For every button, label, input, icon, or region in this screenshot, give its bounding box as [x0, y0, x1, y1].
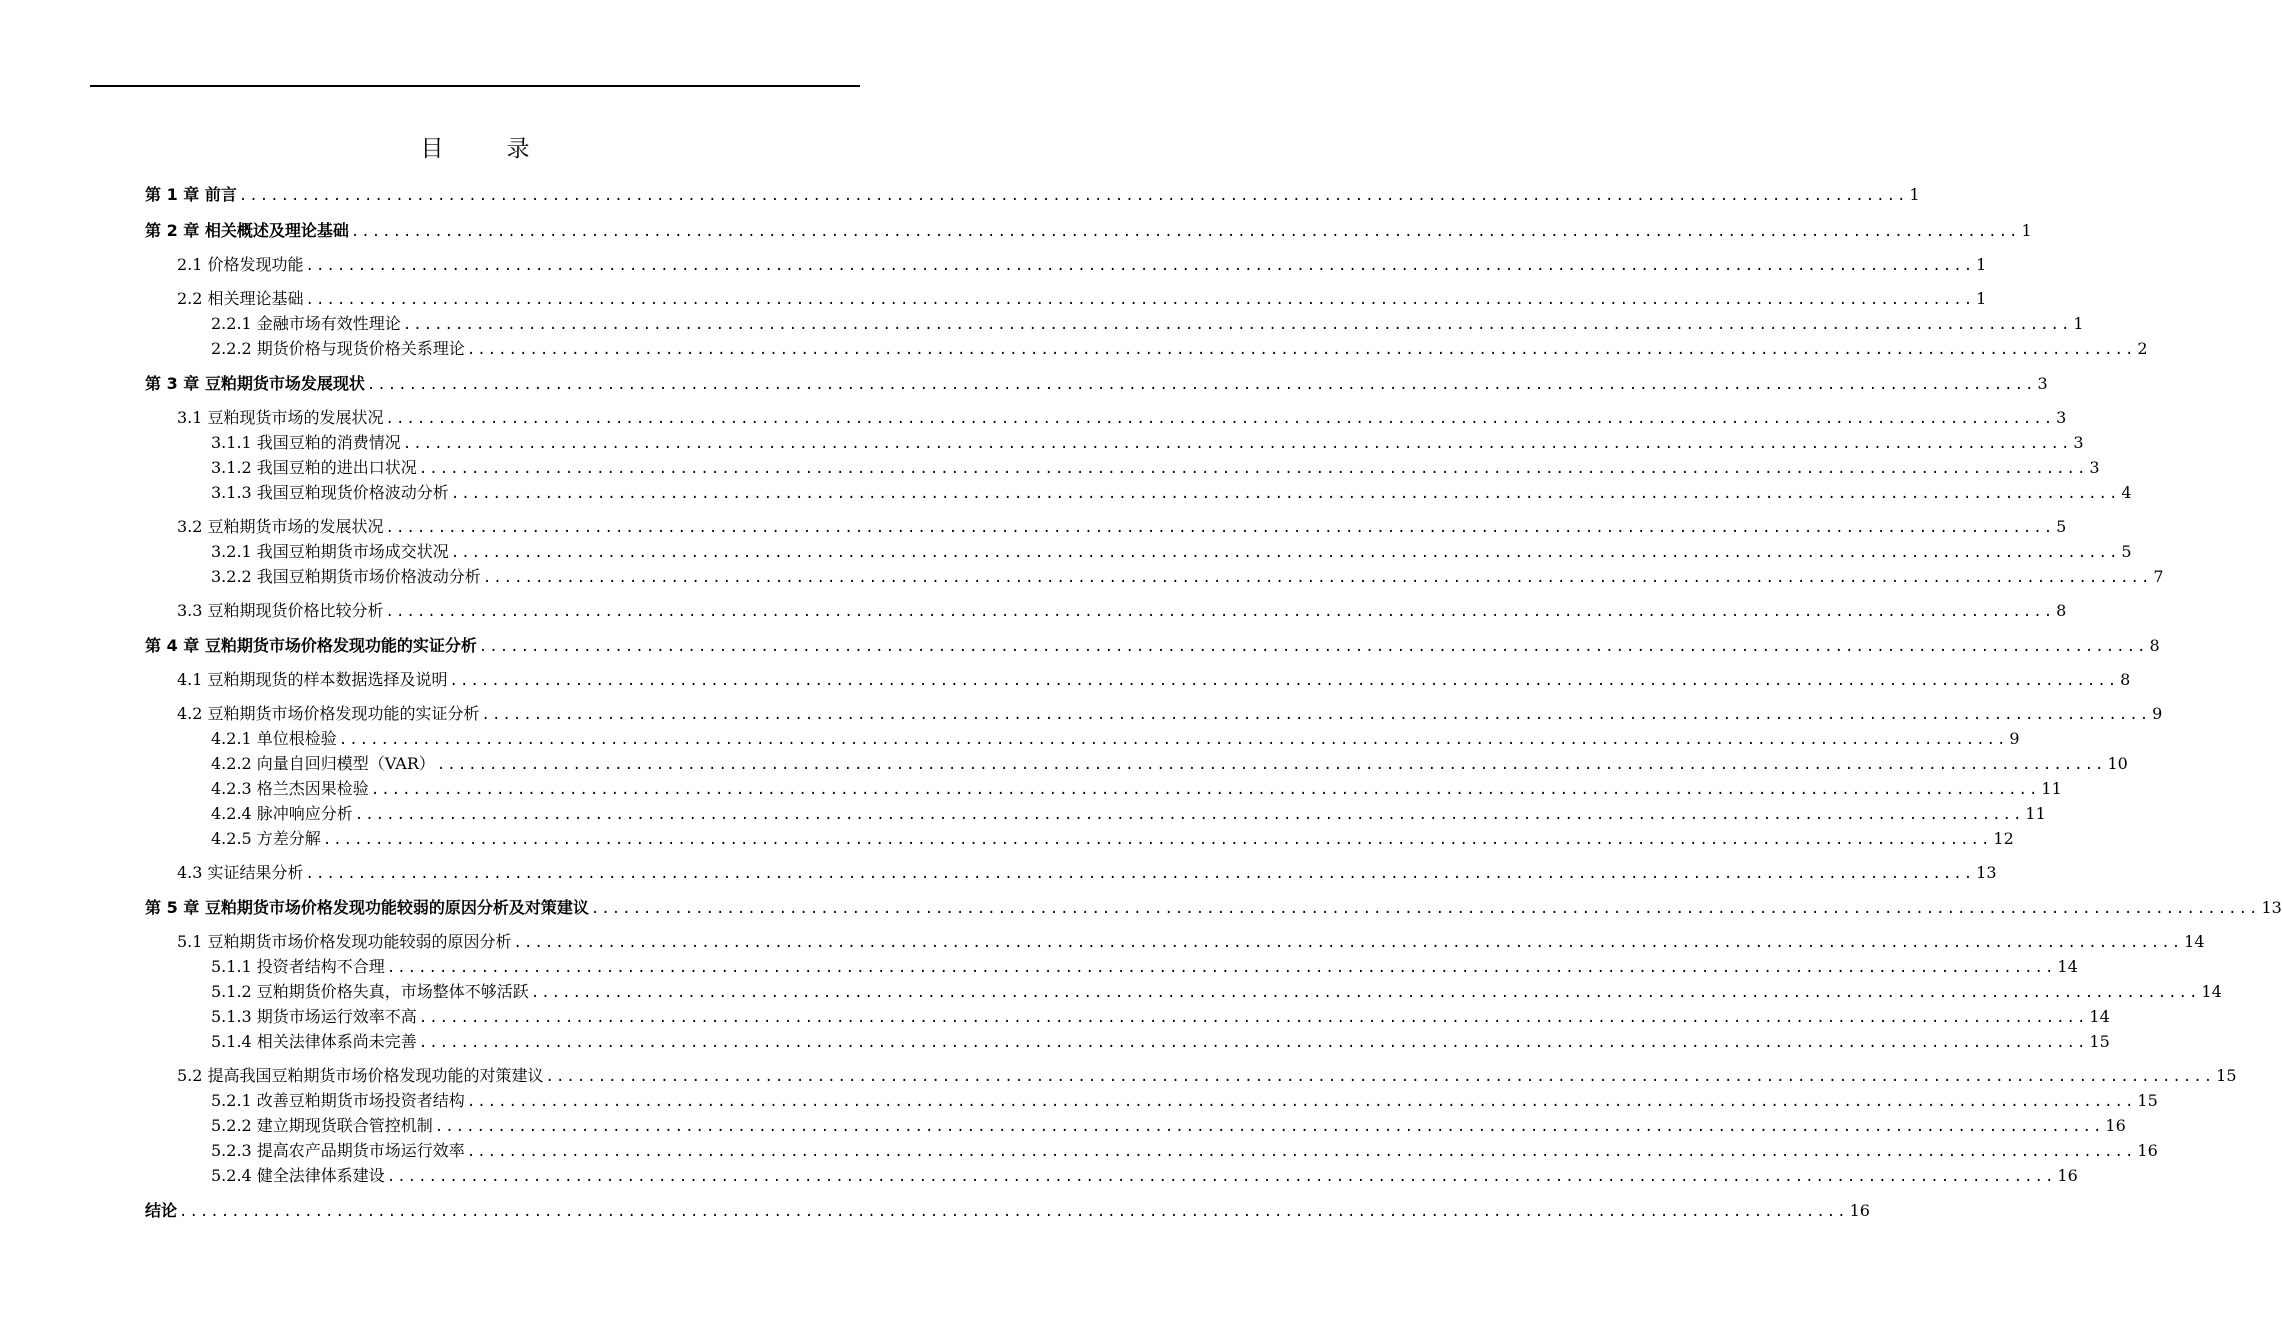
- toc-entry-subsection[interactable]: [211, 802, 2046, 826]
- toc-page-number: 8: [2120, 670, 2131, 689]
- toc-page-number: 3: [2037, 374, 2048, 393]
- toc-entry-section[interactable]: [177, 702, 2162, 726]
- toc-page-number: 7: [2153, 567, 2164, 586]
- toc-page-number: 1: [1909, 185, 1920, 204]
- toc-entry-label: 第 3 章 豆粕期货市场发展现状: [145, 374, 365, 393]
- toc-entry-subsection[interactable]: [211, 540, 2132, 564]
- toc-page-number: 16: [2057, 1166, 2078, 1185]
- toc-leader: [419, 457, 2088, 481]
- toc-entry-label: 4.1 豆粕期现货的样本数据选择及说明: [177, 670, 448, 689]
- toc-entry-subsection[interactable]: [211, 752, 2128, 776]
- toc-entry-section[interactable]: [177, 1064, 2237, 1088]
- toc-leader: [403, 313, 2072, 337]
- toc-leader: [306, 288, 1975, 312]
- toc-leader: [387, 956, 2056, 980]
- toc-leader: [367, 373, 2036, 397]
- toc-entry-chapter-1[interactable]: [145, 183, 1920, 207]
- toc-leader: [179, 1200, 1848, 1224]
- toc-entry-label: 5.1.2 豆粕期货价格失真，市场整体不够活跃: [211, 982, 529, 1001]
- toc-page-number: 16: [1849, 1201, 1870, 1220]
- toc-page-number: 3: [2089, 458, 2100, 477]
- toc-page-number: 14: [2057, 957, 2078, 976]
- toc-entry-label: 5.2.3 提高农产品期货市场运行效率: [211, 1141, 465, 1160]
- toc-page-number: 10: [2107, 754, 2128, 773]
- toc-page-number: 2: [2137, 339, 2148, 358]
- toc-entry-label: 3.2 豆粕期货市场的发展状况: [177, 517, 384, 536]
- toc-leader: [451, 541, 2120, 565]
- toc-page-number: 15: [2216, 1066, 2237, 1085]
- toc-entry-label: 4.2.5 方差分解: [211, 829, 321, 848]
- toc-page-number: 5: [2056, 517, 2067, 536]
- toc-entry-label: 5.1 豆粕期货市场价格发现功能较弱的原因分析: [177, 932, 512, 951]
- toc-entry-section[interactable]: [177, 515, 2066, 539]
- toc-entry-label: 2.2.1 金融市场有效性理论: [211, 314, 401, 333]
- toc-entry-label: 3.2.2 我国豆粕期货市场价格波动分析: [211, 567, 481, 586]
- toc-entry-label: 5.2.2 建立期现货联合管控机制: [211, 1116, 433, 1135]
- toc-entry-label: 2.1 价格发现功能: [177, 255, 304, 274]
- toc-page-number: 1: [2073, 314, 2084, 333]
- toc-entry-label: 3.1.3 我国豆粕现货价格波动分析: [211, 483, 449, 502]
- toc-leader: [467, 1140, 2136, 1164]
- toc-page-number: 14: [2184, 932, 2205, 951]
- toc-entry-label: 第 1 章 前言: [145, 185, 237, 204]
- toc-leader: [403, 432, 2072, 456]
- toc-entry-label: 5.1.1 投资者结构不合理: [211, 957, 385, 976]
- toc-leader: [435, 1115, 2104, 1139]
- toc-entry-section[interactable]: [177, 287, 1986, 311]
- toc-leader: [451, 482, 2120, 506]
- toc-entry-subsection[interactable]: [211, 727, 2020, 751]
- toc-entry-subsection[interactable]: [211, 565, 2164, 589]
- toc-page-number: 1: [1976, 289, 1987, 308]
- toc-leader: [386, 600, 2055, 624]
- toc-leader: [467, 338, 2136, 362]
- toc-entry-label: 3.1 豆粕现货市场的发展状况: [177, 408, 384, 427]
- toc-title: 目 录: [420, 136, 550, 162]
- toc-entry-label: 5.2 提高我国豆粕期货市场价格发现功能的对策建议: [177, 1066, 544, 1085]
- toc-leader: [419, 1006, 2088, 1030]
- toc-entry-label: 5.1.3 期货市场运行效率不高: [211, 1007, 417, 1026]
- toc-entry-label: 5.2.4 健全法律体系建设: [211, 1166, 385, 1185]
- toc-page-number: 13: [2261, 898, 2282, 917]
- toc-entry-label: 2.2 相关理论基础: [177, 289, 304, 308]
- toc-page-number: 11: [2025, 804, 2046, 823]
- toc-leader: [306, 862, 1975, 886]
- toc-entry-label: 2.2.2 期货价格与现货价格关系理论: [211, 339, 465, 358]
- toc-leader: [386, 516, 2055, 540]
- toc-entry-label: 4.2.2 向量自回归模型（VAR）: [211, 754, 435, 773]
- toc-entry-chapter-5[interactable]: [145, 896, 2282, 920]
- toc-leader: [387, 1165, 2056, 1189]
- toc-page-number: 8: [2056, 601, 2067, 620]
- toc-leader: [306, 254, 1975, 278]
- toc-entry-chapter-3[interactable]: [145, 372, 2048, 396]
- toc-page-number: 3: [2073, 433, 2084, 452]
- toc-entry-label: 5.1.4 相关法律体系尚未完善: [211, 1032, 417, 1051]
- toc-page-number: 15: [2089, 1032, 2110, 1051]
- toc-leader: [467, 1090, 2136, 1114]
- toc-entry-subsection[interactable]: [211, 456, 2100, 480]
- toc-leader: [531, 981, 2200, 1005]
- toc-entry-subsection[interactable]: [211, 1114, 2126, 1138]
- toc-entry-section[interactable]: [177, 668, 2130, 692]
- toc-entry-section[interactable]: [177, 253, 1986, 277]
- toc-entry-label: 4.2.3 格兰杰因果检验: [211, 779, 369, 798]
- toc-entry-subsection[interactable]: [211, 431, 2084, 455]
- toc-leader: [419, 1031, 2088, 1055]
- toc-page-number: 13: [1976, 863, 1997, 882]
- toc-entry-chapter-4[interactable]: [145, 634, 2160, 658]
- toc-page-number: 1: [1976, 255, 1987, 274]
- toc-page-number: 9: [2152, 704, 2163, 723]
- toc-entry-subsection[interactable]: [211, 337, 2148, 361]
- toc-entry-subsection[interactable]: [211, 1089, 2158, 1113]
- toc-leader: [514, 931, 2183, 955]
- toc-leader: [351, 220, 2020, 244]
- toc-page-number: 1: [2021, 221, 2032, 240]
- toc-entry-label: 3.1.1 我国豆粕的消费情况: [211, 433, 401, 452]
- toc-entry-label: 3.1.2 我国豆粕的进出口状况: [211, 458, 417, 477]
- toc-entry-section[interactable]: [177, 599, 2066, 623]
- toc-leader: [591, 897, 2260, 921]
- toc-leader: [437, 753, 2106, 777]
- toc-entry-subsection[interactable]: [211, 777, 2062, 801]
- toc-entry-label: 4.2.4 脉冲响应分析: [211, 804, 353, 823]
- toc-entry-label: 第 4 章 豆粕期货市场价格发现功能的实证分析: [145, 636, 477, 655]
- toc-leader: [323, 828, 1992, 852]
- toc-page-number: 3: [2056, 408, 2067, 427]
- toc-entry-section[interactable]: [177, 930, 2205, 954]
- toc-page-number: 15: [2137, 1091, 2158, 1110]
- toc-entry-subsection[interactable]: [211, 1139, 2158, 1163]
- toc-leader: [450, 669, 2119, 693]
- toc-entry-subsection[interactable]: [211, 481, 2132, 505]
- toc-leader: [386, 407, 2055, 431]
- toc-page-number: 14: [2201, 982, 2222, 1001]
- toc-entry-subsection[interactable]: [211, 827, 2014, 851]
- toc-entry-label: 第 5 章 豆粕期货市场价格发现功能较弱的原因分析及对策建议: [145, 898, 589, 917]
- toc-entry-label: 4.2.1 单位根检验: [211, 729, 337, 748]
- toc-entry-label: 结论: [145, 1201, 178, 1220]
- toc-page-number: 12: [1993, 829, 2014, 848]
- toc-page-number: 16: [2105, 1116, 2126, 1135]
- toc-page-number: 4: [2121, 483, 2132, 502]
- toc-entry-subsection[interactable]: [211, 980, 2222, 1004]
- toc-entry-label: 4.2 豆粕期货市场价格发现功能的实证分析: [177, 704, 480, 723]
- toc-page-number: 9: [2009, 729, 2020, 748]
- toc-leader: [339, 728, 2008, 752]
- toc-leader: [482, 703, 2151, 727]
- toc-leader: [371, 778, 2040, 802]
- toc-entry-label: 第 2 章 相关概述及理论基础: [145, 221, 349, 240]
- toc-leader: [479, 635, 2148, 659]
- toc-leader: [483, 566, 2152, 590]
- toc-leader: [546, 1065, 2215, 1089]
- toc-entry-subsection[interactable]: [211, 1030, 2110, 1054]
- toc-entry-subsection[interactable]: [211, 955, 2078, 979]
- toc-page-number: 8: [2149, 636, 2160, 655]
- toc-page-number: 11: [2041, 779, 2062, 798]
- toc-entry-section[interactable]: [177, 861, 1997, 885]
- toc-entry-subsection[interactable]: [211, 1005, 2110, 1029]
- toc-entry-conclusion[interactable]: [145, 1199, 1870, 1223]
- toc-entry-label: 3.2.1 我国豆粕期货市场成交状况: [211, 542, 449, 561]
- toc-page-number: 14: [2089, 1007, 2110, 1026]
- toc-leader: [239, 184, 1908, 208]
- toc-entry-label: 5.2.1 改善豆粕期货市场投资者结构: [211, 1091, 465, 1110]
- toc-entry-label: 3.3 豆粕期现货价格比较分析: [177, 601, 384, 620]
- toc-leader: [355, 803, 2024, 827]
- toc-page-number: 16: [2137, 1141, 2158, 1160]
- toc-entry-chapter-2[interactable]: [145, 219, 2032, 243]
- toc-page-number: 5: [2121, 542, 2132, 561]
- toc-entry-section[interactable]: [177, 406, 2066, 430]
- toc-entry-subsection[interactable]: [211, 1164, 2078, 1188]
- toc-entry-label: 4.3 实证结果分析: [177, 863, 304, 882]
- toc-entry-subsection[interactable]: [211, 312, 2084, 336]
- header-rule: [90, 85, 860, 87]
